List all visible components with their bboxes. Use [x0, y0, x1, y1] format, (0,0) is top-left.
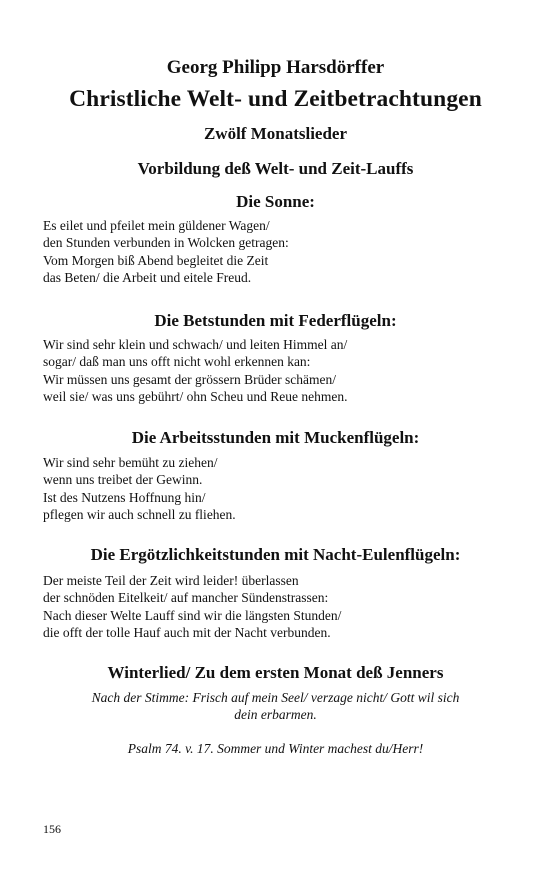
verse-line: Nach dieser Welte Lauff sind wir die längsten Stunden/ [43, 607, 342, 623]
verse-line: Wir müssen uns gesamt der grössern Brüder schämen/ [43, 371, 337, 387]
verse-line: Es eilet und pfeilet mein güldener Wagen/ [43, 218, 270, 233]
verse-arbeitsstunden [43, 454, 508, 523]
verse-line: die offt der tolle Hauf auch mit der Nacht verbunden. [43, 624, 331, 640]
melody-note-line: dein erbarmen. [234, 707, 317, 722]
section-heading-sonne: Die Sonne: [236, 192, 315, 211]
verse-line: der schnöden Eitelkeit/ auf mancher Sündenstrassen: [43, 590, 329, 606]
melody-note [43, 689, 508, 723]
verse-sonne [43, 217, 508, 286]
verse-line: Wir sind sehr bemüht zu ziehen/ [43, 455, 218, 470]
verse-ergoetzlichkeitstunden [43, 572, 508, 641]
book-title: Christliche Welt- und Zeitbetrachtungen [69, 86, 482, 112]
verse-line: Ist des Nutzens Hoffnung hin/ [43, 489, 206, 505]
melody-note-line: Nach der Stimme: Frisch auf mein Seel/ verzage nicht/ Gott wil sich [91, 690, 460, 705]
verse-line: den Stunden verbunden in Wolcken getragen: [43, 235, 289, 251]
author-name: Georg Philipp Harsdörffer [166, 57, 385, 78]
section-heading-arbeitsstunden: Die Arbeitsstunden mit Muckenflügeln: [131, 428, 420, 447]
section-heading-betstunden: Die Betstunden mit Federflügeln: [154, 311, 397, 330]
verse-line: weil sie/ was uns gebührt/ ohn Scheu und Reue nehmen. [43, 388, 348, 404]
verse-line: pflegen wir auch schnell zu fliehen. [43, 506, 236, 522]
verse-betstunden [43, 336, 508, 405]
psalm-reference: Psalm 74. v. 17. Sommer und Winter machest du/Herr! [127, 741, 424, 756]
verse-line: Wir sind sehr klein und schwach/ und leiten Himmel an/ [43, 337, 348, 352]
book-page [43, 0, 508, 880]
verse-line: sogar/ daß man uns offt nicht wohl erkennen kan: [43, 354, 311, 370]
page-number: 156 [43, 822, 61, 836]
section-heading-winterlied: Winterlied/ Zu dem ersten Monat deß Jenners [107, 663, 444, 682]
verse-line: wenn uns treibet der Gewinn. [43, 472, 203, 488]
section-heading-ergoetzlichkeitstunden: Die Ergötzlichkeitstunden mit Nacht-Eulenflügeln: [90, 545, 461, 564]
verse-line: Vom Morgen biß Abend begleitet die Zeit [43, 252, 269, 268]
verse-line: Der meiste Teil der Zeit wird leider! überlassen [43, 573, 299, 588]
verse-line: das Beten/ die Arbeit und eitele Freud. [43, 269, 252, 285]
book-subtitle: Zwölf Monatslieder [203, 124, 348, 143]
section-heading-vorbildung: Vorbildung deß Welt- und Zeit-Lauffs [137, 159, 414, 178]
